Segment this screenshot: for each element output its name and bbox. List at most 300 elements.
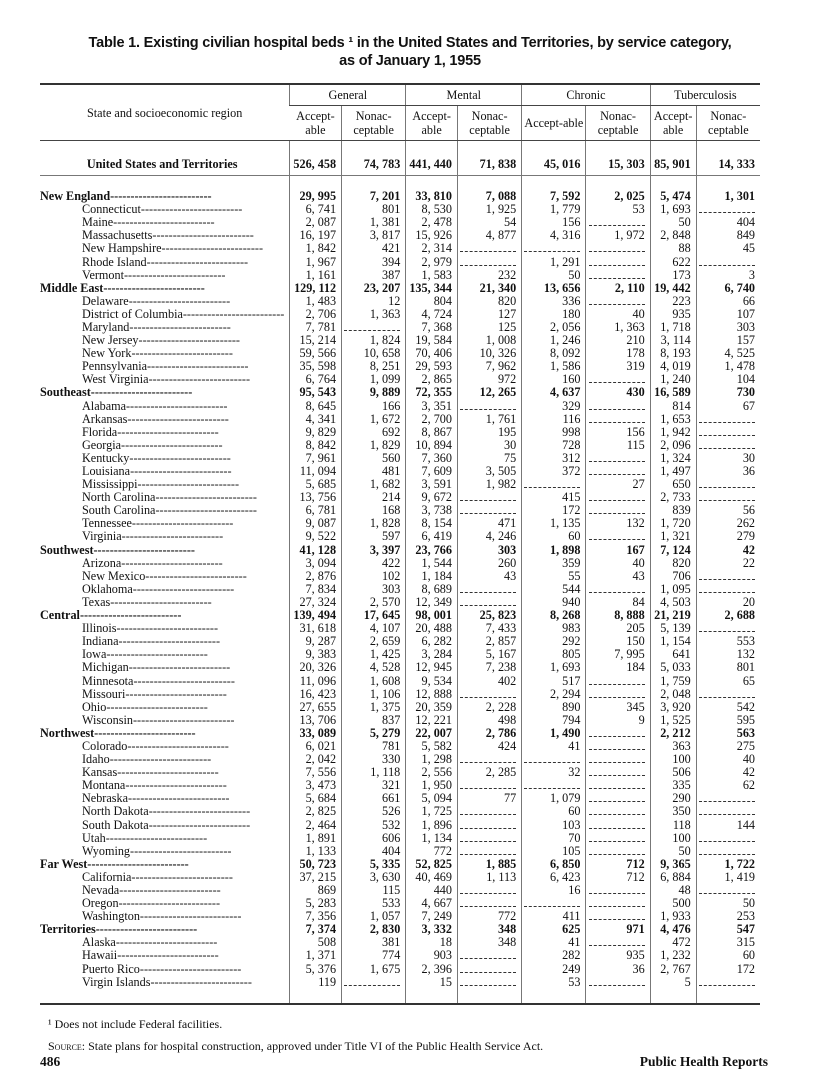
- dot-leader: -------------------------: [131, 870, 233, 884]
- source-note: [48, 1039, 543, 1054]
- value-cell: 72, 355: [406, 386, 458, 399]
- row-label: [40, 805, 290, 818]
- dash-placeholder: [344, 322, 400, 331]
- subcolumn-header: Accept-able: [406, 106, 458, 141]
- value-cell: 50, 723: [290, 858, 342, 871]
- row-label-text: Alaska: [82, 936, 116, 950]
- value-cell: 348: [457, 923, 521, 936]
- value-cell: 119: [290, 976, 342, 1004]
- table-row: [40, 714, 760, 727]
- empty-cell: [586, 413, 650, 426]
- value-cell: 4, 107: [342, 622, 406, 635]
- value-cell: 2, 979: [406, 255, 458, 268]
- spacer-cell: [457, 176, 521, 191]
- empty-cell: [457, 688, 521, 701]
- value-cell: 1, 375: [342, 701, 406, 714]
- table-row: [40, 544, 760, 557]
- value-cell: 115: [342, 884, 406, 897]
- dash-placeholder: [699, 846, 755, 855]
- dash-placeholder: [589, 689, 645, 698]
- value-cell: 7, 433: [457, 622, 521, 635]
- row-label: [40, 714, 290, 727]
- table-row: [40, 936, 760, 949]
- table-title-line-2: as of January 1, 1955: [339, 53, 481, 69]
- row-label-text: Texas: [82, 595, 111, 609]
- empty-cell: [457, 832, 521, 845]
- value-cell: 560: [342, 452, 406, 465]
- empty-cell: [457, 753, 521, 766]
- value-cell: 2, 570: [342, 596, 406, 609]
- value-cell: 1, 586: [522, 360, 586, 373]
- row-label-text: Southwest: [40, 543, 94, 557]
- dash-placeholder: [699, 414, 755, 423]
- dot-leader: -------------------------: [133, 674, 235, 688]
- value-cell: 1, 291: [522, 255, 586, 268]
- value-cell: 801: [696, 661, 760, 674]
- value-cell: 650: [650, 478, 696, 491]
- value-cell: 17, 645: [342, 609, 406, 622]
- row-label: [40, 936, 290, 949]
- dash-placeholder: [460, 597, 516, 606]
- value-cell: 23, 207: [342, 282, 406, 295]
- value-cell: 32: [522, 766, 586, 779]
- empty-cell: [696, 688, 760, 701]
- empty-cell: [586, 269, 650, 282]
- value-cell: 9, 383: [290, 648, 342, 661]
- dot-leader: -------------------------: [127, 739, 229, 753]
- value-cell: 1, 682: [342, 478, 406, 491]
- value-cell: 75: [457, 452, 521, 465]
- value-cell: 1, 301: [696, 190, 760, 203]
- dash-placeholder: [344, 977, 400, 986]
- value-cell: 12, 349: [406, 596, 458, 609]
- dash-placeholder: [589, 374, 645, 383]
- empty-cell: [457, 976, 521, 1004]
- row-label-text: Georgia: [82, 438, 122, 452]
- value-cell: 1, 891: [290, 832, 342, 845]
- value-cell: 404: [696, 216, 760, 229]
- value-cell: 25, 823: [457, 609, 521, 622]
- row-label: [40, 334, 290, 347]
- dot-leader: -------------------------: [128, 661, 231, 675]
- value-cell: 157: [696, 334, 760, 347]
- value-cell: 3, 351: [406, 400, 458, 413]
- value-cell: 260: [457, 557, 521, 570]
- empty-cell: [342, 976, 406, 1004]
- value-cell: 329: [522, 400, 586, 413]
- value-cell: 563: [696, 727, 760, 740]
- row-label: [40, 727, 290, 740]
- value-cell: 232: [457, 269, 521, 282]
- empty-cell: [457, 819, 521, 832]
- empty-cell: [457, 779, 521, 792]
- value-cell: 3, 817: [342, 229, 406, 242]
- empty-cell: [586, 583, 650, 596]
- row-label-text: Central: [40, 609, 80, 623]
- value-cell: 839: [650, 504, 696, 517]
- value-cell: 1, 982: [457, 478, 521, 491]
- value-cell: 127: [457, 308, 521, 321]
- table-row: [40, 897, 760, 910]
- header-group-row: [40, 84, 760, 106]
- value-cell: 1, 008: [457, 334, 521, 347]
- dot-leader: -------------------------: [128, 294, 231, 308]
- value-cell: 37, 215: [290, 871, 342, 884]
- row-label: [40, 858, 290, 871]
- value-cell: 15, 303: [586, 141, 650, 176]
- row-label: [40, 373, 290, 386]
- dot-leader: -------------------------: [147, 360, 249, 374]
- value-cell: 1, 967: [290, 255, 342, 268]
- table-row: [40, 661, 760, 674]
- value-cell: 104: [696, 373, 760, 386]
- value-cell: 411: [522, 910, 586, 923]
- value-cell: 6, 423: [522, 871, 586, 884]
- dash-placeholder: [589, 243, 645, 252]
- value-cell: 387: [342, 269, 406, 282]
- empty-cell: [696, 491, 760, 504]
- value-cell: 7, 556: [290, 766, 342, 779]
- value-cell: 156: [586, 426, 650, 439]
- row-label-text: Washington: [82, 910, 140, 924]
- table-row: [40, 609, 760, 622]
- row-label-text: Missouri: [82, 687, 126, 701]
- row-label: [40, 400, 290, 413]
- value-cell: 150: [586, 635, 650, 648]
- value-cell: 77: [457, 792, 521, 805]
- value-cell: 533: [342, 897, 406, 910]
- dash-placeholder: [460, 401, 516, 410]
- row-label: [40, 976, 290, 1004]
- value-cell: 70: [522, 832, 586, 845]
- value-cell: 11, 096: [290, 674, 342, 687]
- value-cell: 9, 287: [290, 635, 342, 648]
- empty-cell: [457, 805, 521, 818]
- empty-cell: [522, 897, 586, 910]
- empty-cell: [586, 805, 650, 818]
- value-cell: 16: [522, 884, 586, 897]
- value-cell: 303: [696, 321, 760, 334]
- table-row: [40, 779, 760, 792]
- value-cell: 335: [650, 779, 696, 792]
- source-label: Source:: [48, 1039, 86, 1053]
- dash-placeholder: [589, 754, 645, 763]
- row-label-text: Arkansas: [82, 412, 128, 426]
- value-cell: 6, 764: [290, 373, 342, 386]
- value-cell: 1, 759: [650, 674, 696, 687]
- table-row: [40, 308, 760, 321]
- row-label: [40, 465, 290, 478]
- row-label: [40, 583, 290, 596]
- empty-cell: [457, 897, 521, 910]
- value-cell: 1, 381: [342, 216, 406, 229]
- value-cell: 5, 582: [406, 740, 458, 753]
- empty-cell: [586, 452, 650, 465]
- row-label-text: Vermont: [82, 268, 124, 282]
- value-cell: 27, 324: [290, 596, 342, 609]
- row-label-text: Florida: [82, 425, 118, 439]
- value-cell: 5: [650, 976, 696, 1004]
- subcolumn-header: Accept-able: [650, 106, 696, 141]
- table-row: [40, 282, 760, 295]
- dot-leader: -------------------------: [128, 792, 230, 806]
- table-row: [40, 701, 760, 714]
- value-cell: 4, 877: [457, 229, 521, 242]
- value-cell: 424: [457, 740, 521, 753]
- hospital-beds-table: [40, 83, 760, 1005]
- dash-placeholder: [589, 846, 645, 855]
- value-cell: 890: [522, 701, 586, 714]
- empty-cell: [586, 819, 650, 832]
- value-cell: 1, 118: [342, 766, 406, 779]
- value-cell: 1, 885: [457, 858, 521, 871]
- value-cell: 869: [290, 884, 342, 897]
- value-cell: 42: [696, 544, 760, 557]
- value-cell: 27: [586, 478, 650, 491]
- dash-placeholder: [460, 885, 516, 894]
- dash-placeholder: [524, 243, 580, 252]
- dot-leader: -------------------------: [110, 595, 212, 609]
- value-cell: 282: [522, 949, 586, 962]
- value-cell: 4, 341: [290, 413, 342, 426]
- row-label: [40, 779, 290, 792]
- dot-leader: -------------------------: [146, 255, 249, 269]
- value-cell: 1, 135: [522, 517, 586, 530]
- value-cell: 422: [342, 557, 406, 570]
- dash-placeholder: [589, 820, 645, 829]
- table-row: [40, 845, 760, 858]
- table-row: [40, 923, 760, 936]
- value-cell: 1, 720: [650, 517, 696, 530]
- row-label-text: New Mexico: [82, 569, 146, 583]
- dot-leader: -------------------------: [117, 425, 219, 439]
- value-cell: 345: [586, 701, 650, 714]
- value-cell: 372: [522, 465, 586, 478]
- value-cell: 98, 001: [406, 609, 458, 622]
- dash-placeholder: [589, 937, 645, 946]
- dash-placeholder: [589, 780, 645, 789]
- empty-cell: [696, 805, 760, 818]
- table-row: [40, 426, 760, 439]
- row-label: [40, 229, 290, 242]
- dot-leader: -------------------------: [117, 949, 219, 963]
- value-cell: 3, 591: [406, 478, 458, 491]
- value-cell: 16, 589: [650, 386, 696, 399]
- row-label-text: North Dakota: [82, 805, 149, 819]
- row-label: [40, 753, 290, 766]
- spacer-cell: [522, 176, 586, 191]
- dash-placeholder: [460, 977, 516, 986]
- value-cell: 40: [696, 753, 760, 766]
- empty-cell: [342, 321, 406, 334]
- empty-cell: [586, 727, 650, 740]
- table-row: [40, 792, 760, 805]
- value-cell: 1, 779: [522, 203, 586, 216]
- table-row: [40, 360, 760, 373]
- value-cell: 172: [696, 963, 760, 976]
- value-cell: 195: [457, 426, 521, 439]
- value-cell: 139, 494: [290, 609, 342, 622]
- value-cell: 3, 473: [290, 779, 342, 792]
- dash-placeholder: [589, 401, 645, 410]
- value-cell: 10, 658: [342, 347, 406, 360]
- dot-leader: -------------------------: [130, 464, 232, 479]
- value-cell: 508: [290, 936, 342, 949]
- group-general: General: [290, 84, 406, 106]
- value-cell: 6, 021: [290, 740, 342, 753]
- row-label-text: Maryland: [82, 320, 130, 334]
- value-cell: 5, 283: [290, 897, 342, 910]
- dot-leader: -------------------------: [138, 334, 240, 348]
- value-cell: 1, 718: [650, 321, 696, 334]
- empty-cell: [586, 753, 650, 766]
- row-label-text: Virginia: [82, 530, 122, 544]
- table-row: [40, 583, 760, 596]
- value-cell: 95, 543: [290, 386, 342, 399]
- row-label: [40, 141, 290, 176]
- dot-leader: -------------------------: [121, 438, 223, 452]
- dash-placeholder: [589, 296, 645, 305]
- row-label-text: District of Columbia: [82, 307, 183, 321]
- dash-placeholder: [589, 270, 645, 279]
- dash-placeholder: [589, 414, 645, 423]
- value-cell: 50: [696, 897, 760, 910]
- dash-placeholder: [589, 466, 645, 475]
- row-label: [40, 347, 290, 360]
- dash-placeholder: [460, 243, 516, 252]
- dash-placeholder: [460, 505, 516, 514]
- value-cell: 5, 376: [290, 963, 342, 976]
- row-label-text: Delaware: [82, 294, 129, 308]
- dot-leader: -------------------------: [121, 530, 224, 544]
- dash-placeholder: [699, 584, 755, 593]
- value-cell: 336: [522, 295, 586, 308]
- subcolumn-header: Nonac-ceptable: [586, 106, 650, 141]
- table-title: [40, 34, 780, 70]
- value-cell: 1, 419: [696, 871, 760, 884]
- row-label: [40, 321, 290, 334]
- table-title-line-1: Table 1. Existing civilian hospital beds ¹ in the United States and Territories, by service category,: [88, 35, 732, 51]
- value-cell: 772: [406, 845, 458, 858]
- value-cell: 8, 689: [406, 583, 458, 596]
- value-cell: 43: [586, 570, 650, 583]
- value-cell: 500: [650, 897, 696, 910]
- value-cell: 2, 688: [696, 609, 760, 622]
- row-label: [40, 897, 290, 910]
- dot-leader: -------------------------: [93, 543, 195, 557]
- value-cell: 7, 201: [342, 190, 406, 203]
- value-cell: 2, 464: [290, 819, 342, 832]
- value-cell: 5, 474: [650, 190, 696, 203]
- row-label: [40, 884, 290, 897]
- value-cell: 1, 490: [522, 727, 586, 740]
- row-label: [40, 295, 290, 308]
- value-cell: 1, 154: [650, 635, 696, 648]
- row-label: [40, 845, 290, 858]
- value-cell: 421: [342, 242, 406, 255]
- value-cell: 2, 314: [406, 242, 458, 255]
- spacer-cell: [406, 176, 458, 191]
- value-cell: 903: [406, 949, 458, 962]
- row-label: [40, 740, 290, 753]
- value-cell: 303: [457, 544, 521, 557]
- value-cell: 804: [406, 295, 458, 308]
- value-cell: 41, 128: [290, 544, 342, 557]
- value-cell: 66: [696, 295, 760, 308]
- value-cell: 2, 825: [290, 805, 342, 818]
- dash-placeholder: [460, 833, 516, 842]
- row-label-text: Pennsylvania: [82, 360, 147, 374]
- empty-cell: [586, 491, 650, 504]
- value-cell: 11, 094: [290, 465, 342, 478]
- row-label: [40, 269, 290, 282]
- value-cell: 31, 618: [290, 622, 342, 635]
- value-cell: 132: [696, 648, 760, 661]
- value-cell: 542: [696, 701, 760, 714]
- value-cell: 1, 095: [650, 583, 696, 596]
- empty-cell: [696, 976, 760, 1004]
- dot-leader: -------------------------: [152, 229, 254, 243]
- journal-name: Public Health Reports: [639, 1054, 768, 1069]
- row-label: [40, 792, 290, 805]
- row-label-text: Iowa: [82, 648, 107, 662]
- value-cell: 3, 114: [650, 334, 696, 347]
- table-row: [40, 203, 760, 216]
- value-cell: 173: [650, 269, 696, 282]
- value-cell: 156: [522, 216, 586, 229]
- dash-placeholder: [589, 898, 645, 907]
- row-label-text: Tennessee: [82, 517, 132, 531]
- value-cell: 6, 740: [696, 282, 760, 295]
- value-cell: 19, 584: [406, 334, 458, 347]
- value-cell: 1, 161: [290, 269, 342, 282]
- row-label-text: New Hampshire: [82, 242, 162, 256]
- dot-leader: -------------------------: [94, 726, 196, 740]
- value-cell: 10, 326: [457, 347, 521, 360]
- row-label: [40, 255, 290, 268]
- dash-placeholder: [524, 754, 580, 763]
- value-cell: 2, 876: [290, 570, 342, 583]
- dash-placeholder: [589, 885, 645, 894]
- value-cell: 4, 019: [650, 360, 696, 373]
- value-cell: 4, 667: [406, 897, 458, 910]
- value-cell: 70, 406: [406, 347, 458, 360]
- value-cell: 1, 653: [650, 413, 696, 426]
- value-cell: 2, 865: [406, 373, 458, 386]
- dot-leader: -------------------------: [117, 766, 219, 780]
- empty-cell: [522, 242, 586, 255]
- table-row: [40, 373, 760, 386]
- row-label-text: Montana: [82, 779, 126, 793]
- value-cell: 402: [457, 674, 521, 687]
- value-cell: 2, 659: [342, 635, 406, 648]
- empty-cell: [586, 400, 650, 413]
- value-cell: 65: [696, 674, 760, 687]
- value-cell: 2, 857: [457, 635, 521, 648]
- dash-placeholder: [460, 584, 516, 593]
- table-row: [40, 190, 760, 203]
- dot-leader: -------------------------: [148, 373, 251, 387]
- dash-placeholder: [589, 728, 645, 737]
- value-cell: 472: [650, 936, 696, 949]
- row-label-text: Oklahoma: [82, 582, 133, 596]
- value-cell: 9, 522: [290, 530, 342, 543]
- value-cell: 814: [650, 400, 696, 413]
- row-label-text: Alabama: [82, 399, 126, 413]
- row-label-text: Far West: [40, 857, 88, 871]
- value-cell: 40: [586, 557, 650, 570]
- value-cell: 53: [586, 203, 650, 216]
